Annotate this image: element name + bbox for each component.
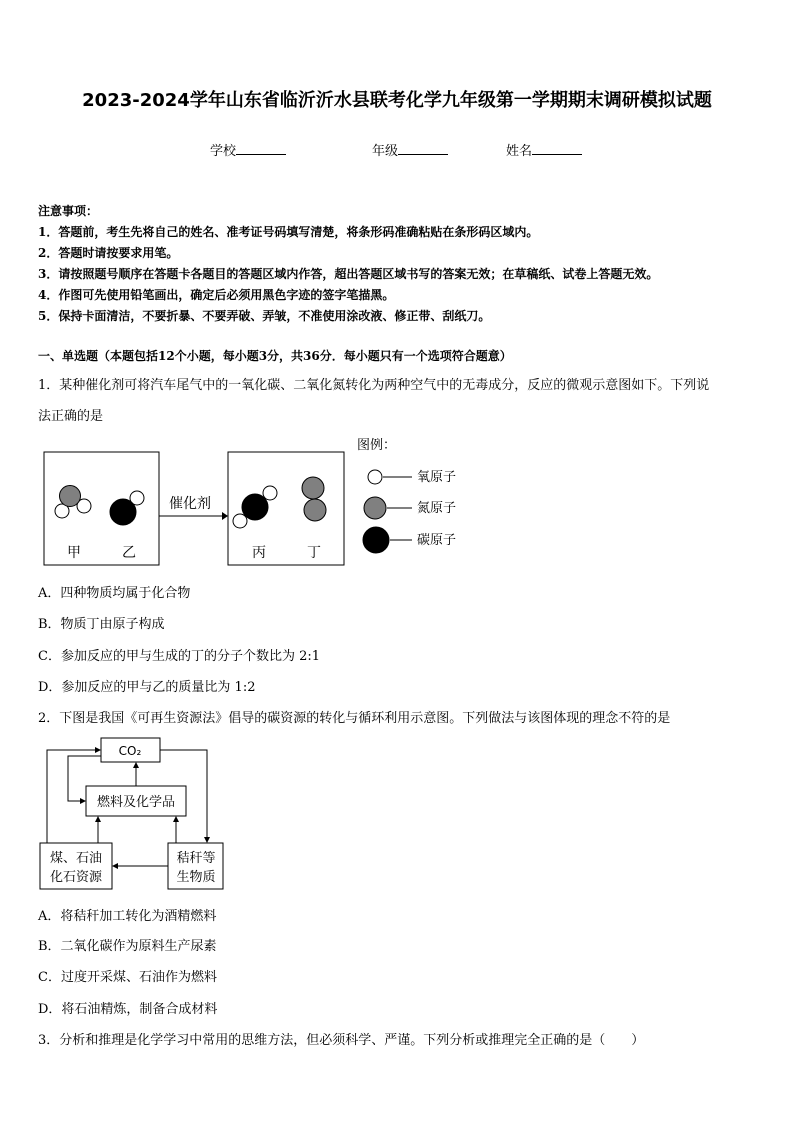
q1-stem-line2: 法正确的是 (38, 409, 104, 424)
name-label: 姓名 (506, 144, 533, 159)
legend-oxygen-icon (368, 470, 382, 484)
q1-option-c[interactable]: C．参加反应的甲与生成的丁的分子个数比为 2:1 (38, 649, 321, 664)
nitrogen-atom (304, 499, 326, 521)
legend-oxygen-label: 氧原子 (417, 470, 457, 485)
notes-item: 2．答题时请按要求用笔。 (38, 246, 179, 260)
arrowhead (95, 816, 101, 822)
nitrogen-atom (60, 486, 81, 507)
notes-heading: 注意事项： (38, 204, 99, 218)
q3-stem: 3．分析和推理是化学学习中常用的思维方法，但必须科学、严谨。下列分析或推理完全正确的是（ ） (38, 1033, 645, 1048)
oxygen-atom (233, 514, 247, 528)
molecule-no2 (55, 486, 91, 519)
molecule-co2 (233, 486, 277, 528)
notes-item: 3．请按照题号顺序在答题卡各题目的答题区域内作答，超出答题区域书写的答案无效；在草稿纸、试卷上答题无效。 (38, 267, 659, 281)
label-bing: 丙 (252, 545, 266, 561)
notes-item: 5．保持卡面清洁，不要折暴、不要弄破、弄皱，不准使用涂改液、修正带、刮纸刀。 (38, 309, 491, 323)
oxygen-atom (263, 486, 277, 500)
legend-carbon-label: 碳原子 (417, 533, 457, 548)
carbon-atom (110, 499, 136, 525)
q2-carbon-cycle-diagram (40, 738, 223, 889)
molecule-co (110, 491, 144, 525)
carbon-atom (242, 494, 268, 520)
legend-nitrogen-icon (364, 497, 386, 519)
q1-option-d[interactable]: D．参加反应的甲与乙的质量比为 1:2 (38, 680, 256, 695)
label-ding: 丁 (307, 545, 321, 561)
q1-reaction-diagram (44, 438, 456, 565)
section-heading: 一、单选题（本题包括12个小题，每小题3分，共36分．每小题只有一个选项符合题意） (38, 349, 512, 363)
q1-option-a[interactable]: A．四种物质均属于化合物 (38, 586, 191, 601)
arrowhead (80, 798, 86, 804)
grade-label: 年级 (372, 144, 399, 159)
legend-carbon-icon (363, 527, 389, 553)
arrowhead (95, 747, 101, 753)
fuel-label: 燃料及化学品 (96, 795, 176, 810)
q2-option-b[interactable]: B．二氧化碳作为原料生产尿素 (38, 939, 217, 954)
biomass-label-line2: 生物质 (176, 870, 216, 885)
co2-label: CO₂ (118, 744, 142, 758)
school-label: 学校 (210, 144, 237, 159)
legend-title: 图例： (357, 438, 397, 453)
arrowhead (204, 837, 210, 843)
fossil-label-line2: 化石资源 (49, 870, 103, 885)
arrowhead (133, 762, 139, 768)
arrowhead (173, 816, 179, 822)
label-jia: 甲 (67, 545, 81, 561)
notes-item: 1．答题前，考生先将自己的姓名、准考证号码填写清楚，将条形码准确粘贴在条形码区域内。 (38, 225, 539, 239)
q1-stem-line1: 1．某种催化剂可将汽车尾气中的一氧化碳、二氧化氮转化为两种空气中的无毒成分，反应的微观示意图如下。下列说 (38, 378, 710, 393)
arrowhead (112, 863, 118, 869)
catalyst-label: 催化剂 (169, 496, 211, 512)
q2-option-a[interactable]: A．将秸秆加工转化为酒精燃料 (38, 909, 217, 924)
q2-option-d[interactable]: D．将石油精炼，制备合成材料 (38, 1002, 218, 1017)
molecule-n2 (302, 477, 326, 521)
page-title: 2023-2024学年山东省临沂沂水县联考化学九年级第一学期期末调研模拟试题 (82, 90, 712, 111)
label-yi: 乙 (122, 545, 136, 561)
q2-stem: 2．下图是我国《可再生资源法》倡导的碳资源的转化与循环利用示意图。下列做法与该图体现的理念不符的是 (38, 711, 671, 726)
biomass-label-line1: 秸秆等 (176, 851, 216, 866)
reaction-arrowhead (222, 512, 228, 520)
legend-nitrogen-label: 氮原子 (417, 501, 457, 516)
q2-option-c[interactable]: C．过度开采煤、石油作为燃料 (38, 970, 217, 985)
nitrogen-atom (302, 477, 324, 499)
fossil-label-line1: 煤、石油 (49, 851, 103, 866)
q1-option-b[interactable]: B．物质丁由原子构成 (38, 617, 165, 632)
notes-item: 4．作图可先使用铅笔画出，确定后必须用黑色字迹的签字笔描黑。 (38, 288, 395, 302)
